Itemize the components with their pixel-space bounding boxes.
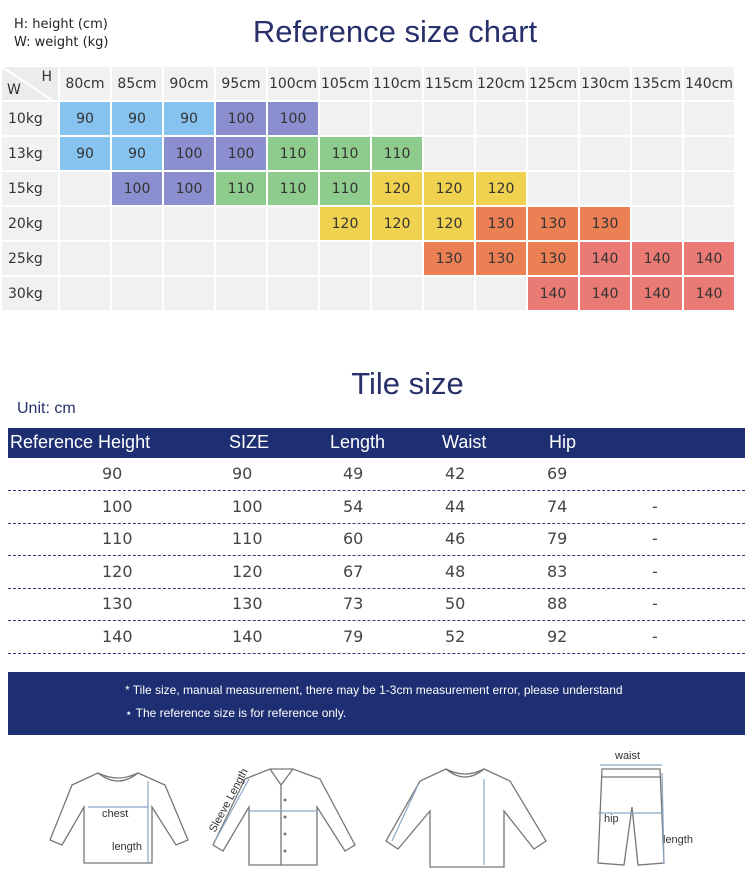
- cell-size: 90: [232, 464, 253, 483]
- empty-cell: [60, 277, 110, 310]
- cell-extra: -: [652, 561, 658, 581]
- empty-cell: [528, 102, 578, 135]
- size-cell: 120: [372, 172, 422, 205]
- header-length: Length: [330, 432, 386, 452]
- size-cell: 110: [372, 137, 422, 170]
- empty-cell: [476, 102, 526, 135]
- size-chart-title: Reference size chart: [252, 14, 538, 49]
- empty-cell: [580, 172, 630, 205]
- tshirt-illustration: [40, 745, 200, 875]
- pants-illustration: [572, 745, 742, 885]
- legend-weight: W: weight (kg): [14, 35, 109, 50]
- size-cell: 120: [320, 207, 370, 240]
- empty-cell: [632, 207, 682, 240]
- empty-cell: [372, 242, 422, 275]
- cell-extra: -: [652, 626, 658, 646]
- empty-cell: [424, 102, 474, 135]
- size-cell: 110: [268, 172, 318, 205]
- height-header: 95cm: [216, 67, 266, 100]
- size-cell: 130: [424, 242, 474, 275]
- size-cell: 120: [424, 172, 474, 205]
- note-reference: ⋆ The reference size is for reference only.: [125, 706, 347, 720]
- cell-ref-height: 130: [102, 594, 133, 613]
- legend-height: H: height (cm): [14, 17, 108, 32]
- size-cell: 100: [164, 137, 214, 170]
- empty-cell: [216, 242, 266, 275]
- weight-row: [2, 207, 734, 240]
- empty-cell: [580, 102, 630, 135]
- empty-cell: [320, 242, 370, 275]
- size-cell: 110: [320, 172, 370, 205]
- weight-row: [2, 137, 734, 170]
- size-cell: 140: [684, 277, 734, 310]
- empty-cell: [528, 172, 578, 205]
- empty-cell: [372, 102, 422, 135]
- weight-label: 10kg: [2, 102, 58, 135]
- size-cell: 140: [528, 277, 578, 310]
- size-cell: 140: [580, 242, 630, 275]
- empty-cell: [476, 137, 526, 170]
- sleeve-length-label: Sleeve Length: [207, 766, 251, 835]
- height-header-row: [2, 67, 734, 100]
- size-cell: 120: [476, 172, 526, 205]
- height-header: 90cm: [164, 67, 214, 100]
- height-header: 110cm: [372, 67, 422, 100]
- empty-cell: [112, 207, 162, 240]
- size-cell: 140: [684, 242, 734, 275]
- empty-cell: [320, 277, 370, 310]
- empty-cell: [60, 172, 110, 205]
- height-header: 100cm: [268, 67, 318, 100]
- weight-row: [2, 277, 734, 310]
- notes-box: [8, 672, 745, 735]
- empty-cell: [580, 137, 630, 170]
- empty-cell: [112, 242, 162, 275]
- empty-cell: [268, 242, 318, 275]
- cell-ref-height: 120: [102, 561, 133, 581]
- size-cell: 100: [216, 102, 266, 135]
- weight-label: 15kg: [2, 172, 58, 205]
- empty-cell: [632, 172, 682, 205]
- cell-ref-height: 90: [102, 464, 123, 483]
- header-size: SIZE: [229, 432, 270, 452]
- size-cell: 90: [164, 102, 214, 135]
- tile-size-title: Tile size: [351, 366, 464, 401]
- hip-label: hip: [604, 813, 619, 825]
- header-hip: Hip: [549, 432, 577, 452]
- cell-waist: 52: [445, 626, 466, 646]
- cell-waist: 42: [445, 464, 466, 483]
- cell-size: 110: [232, 529, 263, 548]
- unit-label: Unit: cm: [17, 400, 76, 417]
- empty-cell: [60, 242, 110, 275]
- corner-cell: [2, 67, 58, 100]
- tile-table-header: [8, 428, 745, 458]
- size-cell: 130: [580, 207, 630, 240]
- size-cell: 130: [476, 207, 526, 240]
- size-cell: 130: [528, 207, 578, 240]
- chest-label: chest: [102, 808, 129, 820]
- size-cell: 90: [60, 137, 110, 170]
- height-header: 120cm: [476, 67, 526, 100]
- empty-cell: [424, 137, 474, 170]
- weight-label: 13kg: [2, 137, 58, 170]
- cell-hip: 92: [547, 626, 568, 646]
- weight-label: 30kg: [2, 277, 58, 310]
- size-cell: 130: [476, 242, 526, 275]
- size-cell: 140: [580, 277, 630, 310]
- table-row: [8, 491, 745, 524]
- empty-cell: [684, 137, 734, 170]
- cell-extra: -: [652, 529, 658, 548]
- cell-waist: 50: [445, 594, 466, 613]
- cell-length: 73: [343, 594, 364, 613]
- empty-cell: [684, 102, 734, 135]
- empty-cell: [684, 207, 734, 240]
- size-cell: 100: [216, 137, 266, 170]
- cell-waist: 48: [445, 561, 466, 581]
- length-label: length: [112, 841, 142, 853]
- size-cell: 120: [372, 207, 422, 240]
- empty-cell: [632, 137, 682, 170]
- empty-cell: [164, 207, 214, 240]
- size-cell: 100: [268, 102, 318, 135]
- header-reference-height: Reference Height: [10, 432, 151, 452]
- empty-cell: [268, 277, 318, 310]
- empty-cell: [528, 137, 578, 170]
- table-row: [8, 523, 745, 556]
- weight-label: 25kg: [2, 242, 58, 275]
- height-header: 125cm: [528, 67, 578, 100]
- height-header: 80cm: [60, 67, 110, 100]
- empty-cell: [164, 242, 214, 275]
- size-cell: 110: [216, 172, 266, 205]
- cell-ref-height: 100: [102, 496, 133, 516]
- cell-length: 60: [343, 529, 364, 548]
- size-cell: 110: [268, 137, 318, 170]
- empty-cell: [268, 207, 318, 240]
- shirt-illustration: [205, 745, 370, 875]
- empty-cell: [60, 207, 110, 240]
- weight-row: [2, 102, 734, 135]
- empty-cell: [424, 277, 474, 310]
- waist-label: waist: [615, 750, 641, 762]
- height-header: 135cm: [632, 67, 682, 100]
- empty-cell: [372, 277, 422, 310]
- table-row: [8, 588, 745, 621]
- cell-hip: 74: [547, 496, 568, 516]
- pants-length-label: length: [663, 834, 693, 846]
- cell-size: 100: [232, 496, 263, 516]
- size-chart-grid: [0, 65, 736, 312]
- cell-size: 120: [232, 561, 263, 581]
- cell-hip: 83: [547, 561, 568, 581]
- cell-size: 140: [232, 626, 263, 646]
- size-cell: 90: [112, 102, 162, 135]
- cell-length: 79: [343, 626, 364, 646]
- empty-cell: [632, 102, 682, 135]
- height-header: 140cm: [684, 67, 734, 100]
- empty-cell: [476, 277, 526, 310]
- table-row: [8, 556, 745, 589]
- cell-extra: -: [652, 496, 658, 516]
- height-header: 105cm: [320, 67, 370, 100]
- header-waist: Waist: [442, 432, 487, 452]
- empty-cell: [684, 172, 734, 205]
- cell-hip: 69: [547, 464, 568, 483]
- size-cell: 100: [164, 172, 214, 205]
- empty-cell: [216, 207, 266, 240]
- height-header: 130cm: [580, 67, 630, 100]
- empty-cell: [216, 277, 266, 310]
- cell-ref-height: 110: [102, 529, 133, 548]
- corner-h-label: H: [41, 69, 52, 85]
- corner-w-label: W: [7, 82, 21, 98]
- height-header: 115cm: [424, 67, 474, 100]
- weight-row: [2, 172, 734, 205]
- height-header: 85cm: [112, 67, 162, 100]
- cell-waist: 46: [445, 529, 466, 548]
- size-cell: 120: [424, 207, 474, 240]
- size-cell: 90: [60, 102, 110, 135]
- size-cell: 90: [112, 137, 162, 170]
- table-row: [8, 458, 745, 491]
- cell-length: 54: [343, 496, 364, 516]
- size-cell: 130: [528, 242, 578, 275]
- cell-extra: -: [652, 594, 658, 613]
- cell-size: 130: [232, 594, 263, 613]
- cell-hip: 79: [547, 529, 568, 548]
- empty-cell: [112, 277, 162, 310]
- cell-length: 67: [343, 561, 364, 581]
- cell-ref-height: 140: [102, 626, 133, 646]
- cell-waist: 44: [445, 496, 466, 516]
- note-measurement: * Tile size, manual measurement, there may be 1-3cm measurement error, please understand: [125, 683, 623, 697]
- sweater-illustration: [380, 745, 550, 875]
- cell-hip: 88: [547, 594, 568, 613]
- empty-cell: [320, 102, 370, 135]
- size-cell: 140: [632, 277, 682, 310]
- size-cell: 100: [112, 172, 162, 205]
- table-row: [8, 621, 745, 654]
- empty-cell: [164, 277, 214, 310]
- size-cell: 140: [632, 242, 682, 275]
- weight-label: 20kg: [2, 207, 58, 240]
- cell-length: 49: [343, 464, 364, 483]
- size-cell: 110: [320, 137, 370, 170]
- weight-row: [2, 242, 734, 275]
